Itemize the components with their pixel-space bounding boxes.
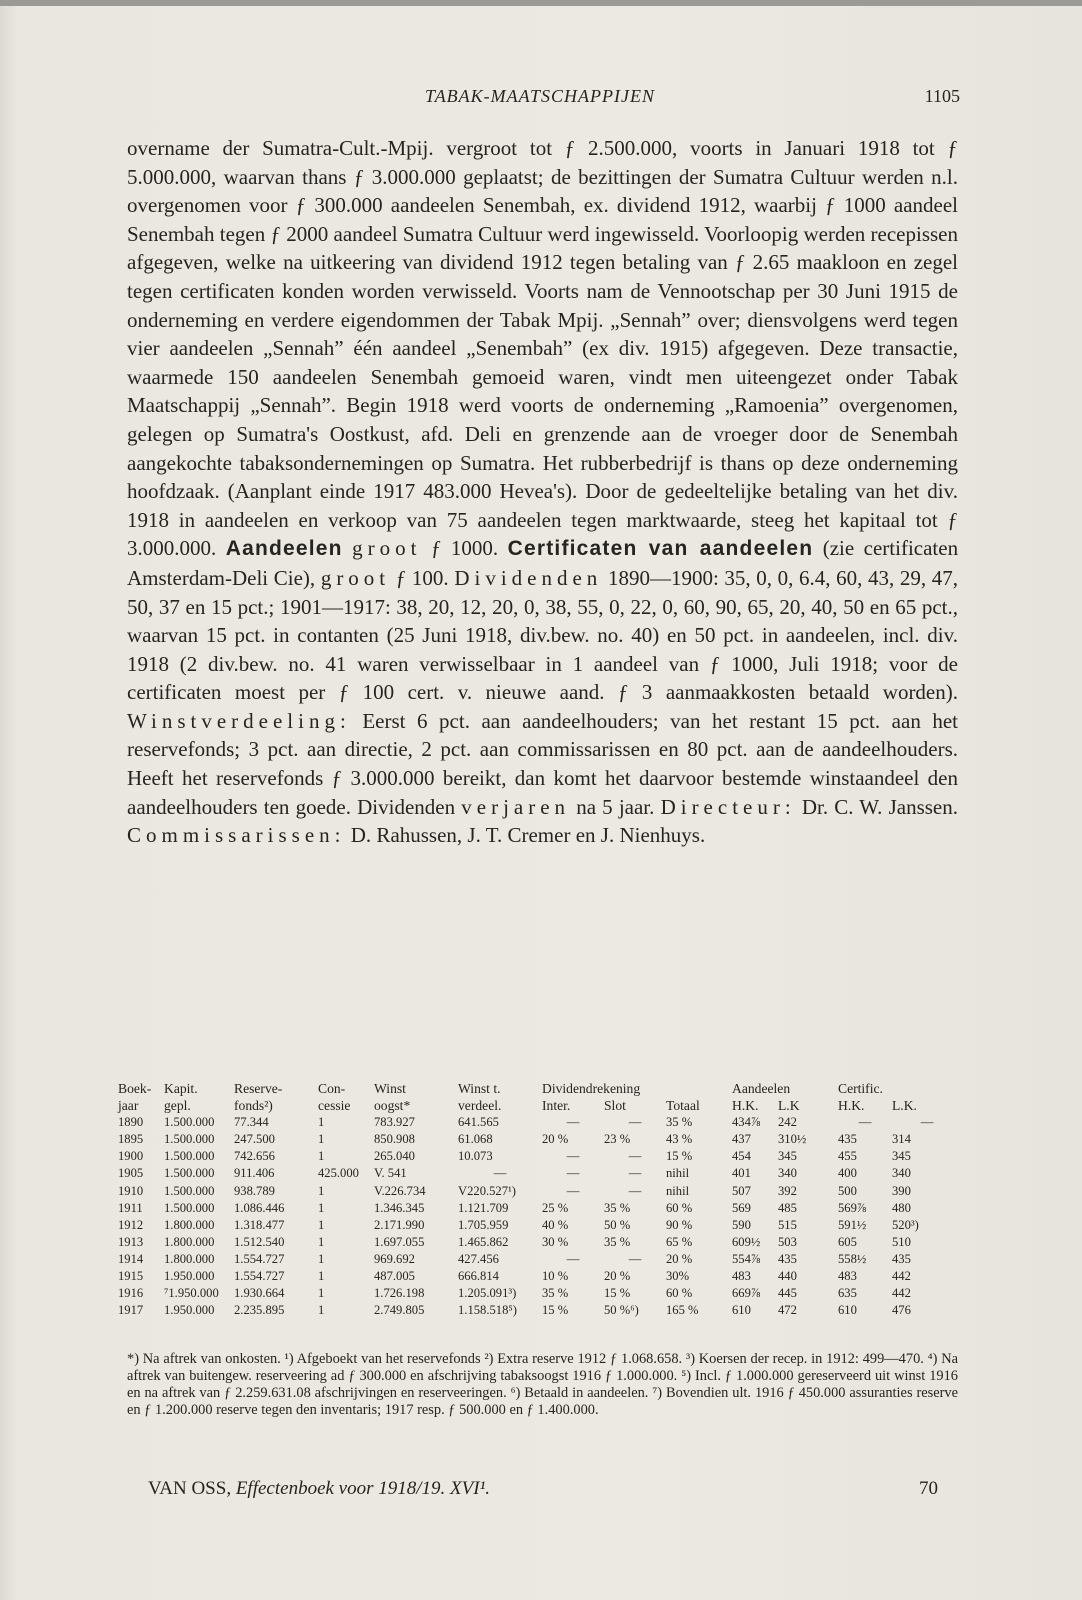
page-header <box>120 86 960 112</box>
table-cell: 500 <box>838 1183 857 1198</box>
column-header: Inter. <box>542 1098 571 1114</box>
table-cell: 50 % <box>604 1217 631 1232</box>
table-cell: 165 % <box>666 1303 699 1318</box>
table-cell: 480 <box>892 1200 911 1215</box>
table-cell: 35 % <box>604 1234 631 1249</box>
footer-book-title: Effectenboek voor 1918/19. XVI¹. <box>235 1478 491 1499</box>
directeur-text: Dr. C. W. Janssen. <box>801 794 958 819</box>
table-cell: 25 % <box>542 1200 569 1215</box>
table-cell: nihil <box>666 1183 690 1198</box>
table-cell: 1.800.000 <box>164 1251 215 1266</box>
table-cell: 1.500.000 <box>164 1166 215 1181</box>
table-cell: 1911 <box>118 1200 143 1215</box>
groot-label: groot <box>352 536 422 561</box>
column-header: Aandeelen <box>732 1081 791 1096</box>
table-cell: ⁷1.950.000 <box>164 1286 219 1301</box>
aandeelen-value: ƒ 1000. <box>430 536 499 561</box>
column-header: Kapit. <box>164 1081 198 1096</box>
table-cell: 1 <box>318 1132 325 1147</box>
table-cell: 569⅞ <box>838 1200 867 1215</box>
table-cell: 569 <box>732 1200 751 1215</box>
table-row <box>118 1114 962 1131</box>
table-cell: 1.554.727 <box>234 1251 285 1266</box>
table-cell: 1.512.540 <box>234 1234 285 1249</box>
table-cell: 507 <box>732 1183 751 1198</box>
table-cell: 310½ <box>778 1132 807 1147</box>
table-cell: V220.527¹) <box>458 1183 516 1198</box>
table-cell: 610 <box>732 1303 751 1318</box>
table-cell: 1 <box>318 1200 325 1215</box>
table-cell: 1.500.000 <box>164 1132 215 1147</box>
table-row <box>118 1148 962 1165</box>
table-row <box>118 1131 962 1148</box>
dividenden-label: Dividenden <box>454 565 603 590</box>
table-cell: V.226.734 <box>374 1183 426 1198</box>
table-cell: 242 <box>778 1115 797 1130</box>
table-cell: — <box>628 1166 642 1181</box>
table-footnotes: *) Na aftrek van onkosten. ¹) Afgeboekt van het reservefonds ²) Extra reserve 1912 ƒ 1.068.658. ³) Koersen der recep. in 1912: 499—470. ⁴) Na aftrek van buitengew. reserveering ad ƒ 300.000 en afschrijving tabaksoogst 1916 ƒ 1.000.000. ⁵) Incl. ƒ 1.000.000 gereserveerd uit winst 1916 en na aftrek van ƒ 2.259.631.08 afschrijvingen en reserveeringen. ⁶) Betaald in aandeelen. ⁷) Bovendien ult. 1916 ƒ 450.000 assuranties reserve en ƒ 1.200.000 reserve tegen den inventaris; 1917 resp. ƒ 500.000 en ƒ 1.400.000. <box>127 1351 958 1419</box>
table-cell: 30% <box>666 1269 690 1284</box>
table-cell: 1.500.000 <box>164 1149 215 1164</box>
column-header: gepl. <box>164 1098 191 1114</box>
table-cell: 1.950.000 <box>164 1269 215 1284</box>
table-row <box>118 1302 962 1319</box>
table-cell: 558½ <box>838 1251 867 1266</box>
table-cell: 1 <box>318 1234 325 1249</box>
table-cell: 454 <box>732 1149 751 1164</box>
table-cell: 669⅞ <box>732 1286 761 1301</box>
aandeelen-label: Aandeelen <box>225 537 343 561</box>
table-cell: 1.930.664 <box>234 1286 285 1301</box>
table-cell: 1 <box>318 1303 325 1318</box>
table-cell: 911.406 <box>234 1166 275 1181</box>
column-header: oogst* <box>374 1098 411 1114</box>
table-cell: 641.565 <box>458 1115 499 1130</box>
page-number: 1105 <box>924 86 960 106</box>
table-cell: 666.814 <box>458 1269 499 1284</box>
table-cell: 472 <box>778 1303 797 1318</box>
table-cell: nihil <box>666 1166 690 1181</box>
table-row <box>118 1183 962 1200</box>
table-cell: 434⅞ <box>732 1115 761 1130</box>
table-header-row <box>118 1097 962 1114</box>
table-cell: 1.086.446 <box>234 1200 285 1215</box>
column-header <box>892 1080 962 1097</box>
winstverdeeling-text: Eerst 6 pct. aan aandeelhouders; van het restant 15 pct. aan het reservefonds; 3 pct. aan directie, 2 pct. aan commissarissen en 80 pct. aan de aandeelhouders. Heeft het reservefonds ƒ 3.000.000 bereikt, dan komt het daarvoor bestemde winstaandeel den aandeelhouders ten goede. Dividenden <box>127 708 959 819</box>
table-cell: 15 % <box>604 1286 631 1301</box>
table-cell: 20 % <box>666 1251 693 1266</box>
table-cell: 476 <box>892 1303 911 1318</box>
table-cell: — <box>566 1149 580 1164</box>
table-cell: 485 <box>778 1200 797 1215</box>
table-cell: — <box>566 1183 580 1198</box>
table-cell: 1.500.000 <box>164 1183 215 1198</box>
table-cell: 35 % <box>542 1286 569 1301</box>
body-text-intro: overname der Sumatra-Cult.-Mpij. vergroot tot ƒ 2.500.000, voorts in Januari 1918 tot ƒ 5.000.000, waarvan thans ƒ 3.000.000 geplaatst; de bezittingen der Sumatra Cultuur werden n.l. overgenomen voor ƒ 300.000 aandeelen Senembah, ex. dividend 1912, waarbij ƒ 1000 aandeel Senembah tegen ƒ 2000 aandeel Sumatra Cultuur werd ingewisseld. Voorloopig werden recepissen afgegeven, welke na uitkeering van dividend 1912 tegen betaling van ƒ 2.65 maakloon en zegel tegen certificaten konden worden verwisseld. Voorts nam de Vennootschap per 30 Juni 1915 de onderneming en verdere eigendommen der Tabak Mpij. „Sennah” over; diensvolgens werd tegen vier aandeelen „Sennah” één aandeel „Senembah” (ex div. 1915) afgegeven. Deze transactie, waarmede 150 aandeelen Senembah gemoeid waren, vindt men uiteengezet onder Tabak Maatschappij „Sennah”. Begin 1918 werd voorts de onderneming „Ramoenia” overgenomen, gelegen op Sumatra's Oostkust, afd. Deli en grenzende aan de vroeger door de Senembah aangekochte tabaksondernemingen op Sumatra. Het rubberbedrijf is thans op deze onderneming hoofdzaak. (Aanplant einde 1917 483.000 Hevea's). Door de gedeeltelijke betaling van het div. 1918 in aandeelen en verkoop van 75 aandeelen tegen marktwaarde, steeg het kapitaal tot ƒ 3.000.000. <box>127 136 958 561</box>
table-cell: 50 %⁶) <box>604 1303 639 1318</box>
table-cell: 60 % <box>666 1200 693 1215</box>
table-cell: 1914 <box>118 1251 144 1266</box>
table-cell: — <box>628 1251 642 1266</box>
table-cell: 1.158.518⁵) <box>458 1303 517 1318</box>
sheet-number: 70 <box>919 1478 938 1499</box>
table-cell: 65 % <box>666 1234 693 1249</box>
table-cell: 1.205.091³) <box>458 1286 517 1301</box>
table-cell: 1.950.000 <box>164 1303 215 1318</box>
table-cell: 591½ <box>838 1217 867 1232</box>
body-paragraph <box>127 134 958 850</box>
table-cell: 247.500 <box>234 1132 275 1147</box>
running-title: TABAK-MAATSCHAPPIJEN <box>425 86 655 106</box>
table-cell: 20 % <box>542 1132 569 1147</box>
table-cell: 1.697.055 <box>374 1234 425 1249</box>
column-header: L.K. <box>892 1098 917 1114</box>
table-cell: 483 <box>732 1269 751 1284</box>
table-cell: 35 % <box>666 1115 693 1130</box>
table-cell: 392 <box>778 1183 797 1198</box>
table-cell: 609½ <box>732 1234 761 1249</box>
certificaten-value: ƒ 100. <box>395 565 449 590</box>
table-cell: 1.318.477 <box>234 1217 285 1232</box>
certificaten-label: Certificaten van aandeelen <box>507 537 814 561</box>
page-footer <box>148 1478 938 1508</box>
table-cell: 850.908 <box>374 1132 415 1147</box>
table-cell: 455 <box>838 1149 857 1164</box>
table-cell: 2.171.990 <box>374 1217 425 1232</box>
table-cell: 1 <box>318 1183 325 1198</box>
table-cell: 43 % <box>666 1132 693 1147</box>
commissarissen-label: Commissarissen: <box>127 823 346 848</box>
column-header <box>666 1080 732 1097</box>
table-cell: — <box>628 1149 642 1164</box>
table-cell: — <box>566 1166 580 1181</box>
table-cell: — <box>493 1166 507 1181</box>
table-row <box>118 1268 962 1285</box>
scan-edge <box>0 0 1082 6</box>
table-cell: 1.554.727 <box>234 1269 285 1284</box>
footer-publisher: VAN OSS, <box>148 1478 232 1499</box>
table-cell: 435 <box>838 1132 857 1147</box>
table-cell: 483 <box>838 1269 857 1284</box>
table-row <box>118 1234 962 1251</box>
column-header: L.K <box>778 1098 800 1114</box>
column-header: Winst <box>374 1081 406 1096</box>
groot-label: groot <box>320 565 391 590</box>
table-cell: 610 <box>838 1303 857 1318</box>
table-cell: 90 % <box>666 1217 693 1232</box>
column-header: Dividendrekening <box>542 1081 641 1096</box>
table-cell: 503 <box>778 1234 797 1249</box>
table-cell: 515 <box>778 1217 797 1232</box>
financial-table <box>118 1080 962 1319</box>
table-cell: — <box>858 1115 872 1130</box>
table-cell: 23 % <box>604 1132 631 1147</box>
table-cell: 1 <box>318 1269 325 1284</box>
table-cell: 487.005 <box>374 1269 415 1284</box>
table-cell: 30 % <box>542 1234 569 1249</box>
table-cell: 400 <box>838 1166 857 1181</box>
table-cell: 1905 <box>118 1166 144 1181</box>
table-cell: 1913 <box>118 1234 144 1249</box>
column-header: H.K. <box>732 1098 759 1114</box>
table-cell: 401 <box>732 1166 751 1181</box>
table-cell: 520³) <box>892 1217 919 1232</box>
table-cell: 742.656 <box>234 1149 275 1164</box>
table-row <box>118 1285 962 1302</box>
table-cell: 77.344 <box>234 1115 269 1130</box>
table-cell: 1.800.000 <box>164 1217 215 1232</box>
table-cell: 590 <box>732 1217 751 1232</box>
table-row <box>118 1251 962 1268</box>
table-cell: 10 % <box>542 1269 569 1284</box>
table-cell: 10.073 <box>458 1149 493 1164</box>
column-header: H.K. <box>838 1098 865 1114</box>
table-cell: 1916 <box>118 1286 144 1301</box>
table-cell: 510 <box>892 1234 911 1249</box>
table-cell: 554⅞ <box>732 1251 761 1266</box>
certificaten-note: (zie certificaten Amsterdam-Deli Cie), <box>127 536 959 590</box>
table-row <box>118 1217 962 1234</box>
table-cell: 390 <box>892 1183 911 1198</box>
table-cell: 1.121.709 <box>458 1200 509 1215</box>
commissarissen-text: D. Rahussen, J. T. Cremer en J. Nienhuys. <box>350 823 706 848</box>
table-cell: — <box>566 1251 580 1266</box>
table-cell: 35 % <box>604 1200 631 1215</box>
table-cell: — <box>628 1183 642 1198</box>
table-cell: 442 <box>892 1269 911 1284</box>
table-cell: 1.500.000 <box>164 1115 215 1130</box>
table-cell: 635 <box>838 1286 857 1301</box>
column-header: Winst t. <box>458 1081 501 1096</box>
column-header: Reserve- <box>234 1081 283 1096</box>
column-header: Slot <box>604 1098 626 1114</box>
column-header: Con- <box>318 1081 346 1096</box>
dividenden-text: 1890—1900: 35, 0, 0, 6.4, 60, 43, 29, 47, 50, 37 en 15 pct.; 1901—1917: 38, 20, 12, 20, 0, 38, 55, 0, 22, 0, 60, 90, 65, 20, 40, 50 en 65 pct., waarvan 15 pct. in contanten (25 Juni 1918, div.bew. no. 40) en 50 pct. in aandeelen, incl. div. 1918 (2 div.bew. no. 41 waren verwisselbaar in 1 aandeel van ƒ 1000, Juli 1918; voor de certificaten moest per ƒ 100 cert. v. nieuwe aand. ƒ 3 aanmaakkosten betaald worden). <box>127 565 959 705</box>
footer-source <box>148 1478 490 1500</box>
table-cell: 435 <box>892 1251 911 1266</box>
column-header: fonds²) <box>234 1098 273 1114</box>
table-cell: 440 <box>778 1269 797 1284</box>
table-cell: 61.068 <box>458 1132 493 1147</box>
table-cell: 427.456 <box>458 1251 499 1266</box>
table-cell: 2.235.895 <box>234 1303 285 1318</box>
column-header: jaar <box>118 1098 139 1114</box>
table-cell: 442 <box>892 1286 911 1301</box>
column-header: Boek- <box>118 1081 152 1096</box>
table-cell: 1 <box>318 1286 325 1301</box>
directeur-label: Directeur: <box>660 794 796 819</box>
table-cell: 938.789 <box>234 1183 275 1198</box>
table-cell: 1900 <box>118 1149 144 1164</box>
table-cell: 783.927 <box>374 1115 415 1130</box>
table-cell: 60 % <box>666 1286 693 1301</box>
table-cell: — <box>628 1115 642 1130</box>
verjaren-text: na 5 jaar. <box>576 794 655 819</box>
table-header-row <box>118 1080 962 1097</box>
table-cell: 425.000 <box>318 1166 359 1181</box>
table-cell: 1910 <box>118 1183 144 1198</box>
table-cell: 1912 <box>118 1217 144 1232</box>
table-cell: 345 <box>778 1149 797 1164</box>
table-cell: 437 <box>732 1132 751 1147</box>
table-cell: 605 <box>838 1234 857 1249</box>
table-cell: 445 <box>778 1286 797 1301</box>
table-cell: 314 <box>892 1132 911 1147</box>
table-cell: 1.346.345 <box>374 1200 425 1215</box>
table-cell: 2.749.805 <box>374 1303 425 1318</box>
table-header <box>118 1080 962 1114</box>
column-header: Certific. <box>838 1081 883 1096</box>
table-cell: 435 <box>778 1251 797 1266</box>
table-cell: V. 541 <box>374 1166 407 1181</box>
table-cell: 1895 <box>118 1132 144 1147</box>
table-cell: 1.705.959 <box>458 1217 509 1232</box>
table-body <box>118 1114 962 1319</box>
table-cell: 15 % <box>666 1149 693 1164</box>
table-cell: 1 <box>318 1149 325 1164</box>
table-cell: 1.800.000 <box>164 1234 215 1249</box>
table-cell: 1 <box>318 1115 325 1130</box>
column-header: verdeel. <box>458 1098 502 1114</box>
table-cell: 40 % <box>542 1217 569 1232</box>
table-cell: 265.040 <box>374 1149 415 1164</box>
table-cell: 1 <box>318 1217 325 1232</box>
column-header: Totaal <box>666 1098 700 1114</box>
table-cell: 1890 <box>118 1115 144 1130</box>
table-cell: 1917 <box>118 1303 144 1318</box>
table-cell: 969.692 <box>374 1251 415 1266</box>
verjaren-label: verjaren <box>461 794 571 819</box>
table-cell: 345 <box>892 1149 911 1164</box>
table-cell: 340 <box>778 1166 797 1181</box>
table-cell: 15 % <box>542 1303 569 1318</box>
table-cell: 1 <box>318 1251 325 1266</box>
table-row <box>118 1200 962 1217</box>
table-row <box>118 1165 962 1182</box>
table-cell: 1.500.000 <box>164 1200 215 1215</box>
table-cell: 1.465.862 <box>458 1234 509 1249</box>
table-cell: — <box>566 1115 580 1130</box>
table-cell: 1.726.198 <box>374 1286 425 1301</box>
table-cell: 340 <box>892 1166 911 1181</box>
table-cell: — <box>920 1115 934 1130</box>
winstverdeeling-label: Winstverdeeling: <box>127 708 351 733</box>
table-cell: 1915 <box>118 1269 144 1284</box>
column-header: cessie <box>318 1098 351 1114</box>
table-cell: 20 % <box>604 1269 631 1284</box>
